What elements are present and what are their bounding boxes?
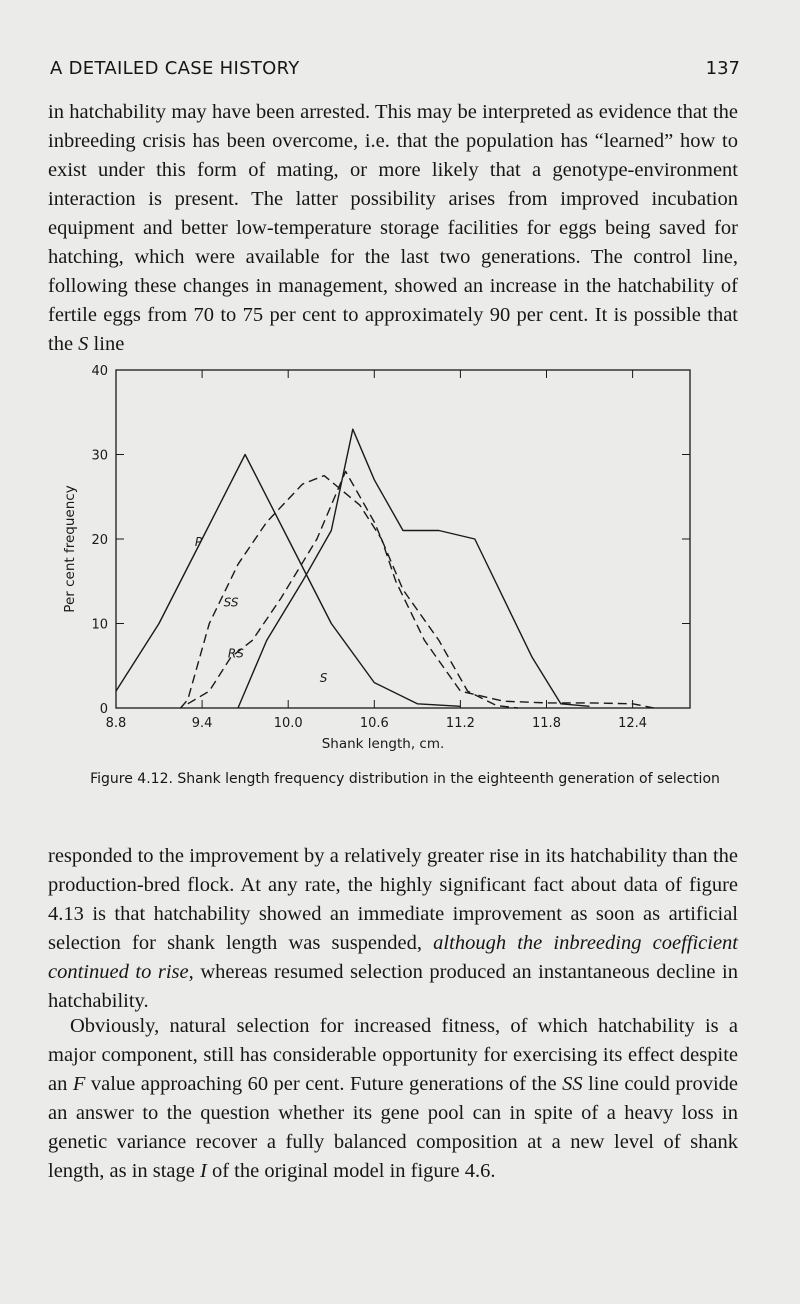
para3-text-4: of the original model in figure 4.6. <box>206 1160 496 1182</box>
series-line-ss <box>181 476 654 708</box>
para3-text-1: Obviously, natural selection for increased fitness, of which hatchability is a major component, still has considerable opportunity for exercising its effect despite an <box>48 1015 738 1095</box>
x-tick-label: 9.4 <box>191 716 213 731</box>
para1-text-2: line <box>88 333 125 355</box>
paragraph-1 <box>48 98 738 359</box>
y-tick-label: 30 <box>91 448 108 464</box>
page-header <box>50 58 740 84</box>
paragraph-3 <box>48 1012 738 1186</box>
para1-text-1: in hatchability may have been arrested. This may be interpreted as evidence that the inbreeding crisis has been overcome, i.e. that the population has “learned” how to exist under this form of mating, or more likely that a genotype-environment interaction is present. The latter possibility arises from improved incubation equipment and better low-temperature storage facilities for eggs being saved for hatching, which were available for the last two generations. The control line, following these changes in management, showed an increase in the hatchability of fertile eggs from 70 to 75 per cent to approximately 90 per cent. It is possible that the <box>48 101 738 355</box>
page-number: 137 <box>705 58 740 79</box>
para2-italic-1: although the inbreeding coefficient continued to rise <box>48 932 738 983</box>
paragraph-2 <box>48 842 738 1016</box>
series-line-rs <box>188 471 518 708</box>
y-tick-label: 0 <box>99 702 108 717</box>
y-tick-label: 40 <box>91 364 108 379</box>
x-tick-label: 12.4 <box>618 716 648 731</box>
curve-label-ss: SS <box>223 595 239 610</box>
para2-text-1: responded to the improvement by a relatively greater rise in its hatchability than the production-bred flock. At any rate, the highly significant fact about data of figure 4.13 is that hatchability showed an immediate improvement as soon as artificial selection for shank length was suspended, <box>48 845 738 954</box>
curve-label-rs: RS <box>227 646 244 661</box>
x-tick-label: 11.8 <box>532 716 561 731</box>
series-line-s <box>238 429 590 708</box>
para1-italic-1: S <box>78 333 89 355</box>
y-tick-label: 10 <box>91 617 108 633</box>
para2-text-2: , whereas resumed selection produced an instantaneous decline in hatchability. <box>48 961 738 1012</box>
y-tick-label: 20 <box>91 533 108 548</box>
x-tick-label: 10.6 <box>359 716 389 731</box>
shank-length-chart <box>50 355 750 763</box>
para3-italic-1: F <box>72 1073 86 1095</box>
para3-text-3: line could provide an answer to the question whether its gene pool can in spite of a heavy loss in genetic variance recover a fully balanced composition at a new level of shank length, as in stage <box>48 1073 738 1182</box>
para3-italic-3: I <box>200 1160 207 1182</box>
y-axis-label: Per cent frequency <box>62 485 78 613</box>
x-axis-label: Shank length, cm. <box>321 736 445 752</box>
running-head: A DETAILED CASE HISTORY <box>50 58 300 79</box>
x-tick-label: 10.0 <box>273 716 303 731</box>
curve-label-s: S <box>319 670 328 685</box>
curve-label-p: P <box>194 534 203 549</box>
x-tick-label: 11.2 <box>445 716 475 731</box>
series-line-p <box>116 455 460 707</box>
x-tick-label: 8.8 <box>105 716 127 731</box>
para3-italic-2: SS <box>562 1073 583 1095</box>
figure-caption: Figure 4.12. Shank length frequency distribution in the eighteenth generation of selection <box>90 771 720 787</box>
para3-text-2: value approaching 60 per cent. Future generations of the <box>85 1073 563 1095</box>
